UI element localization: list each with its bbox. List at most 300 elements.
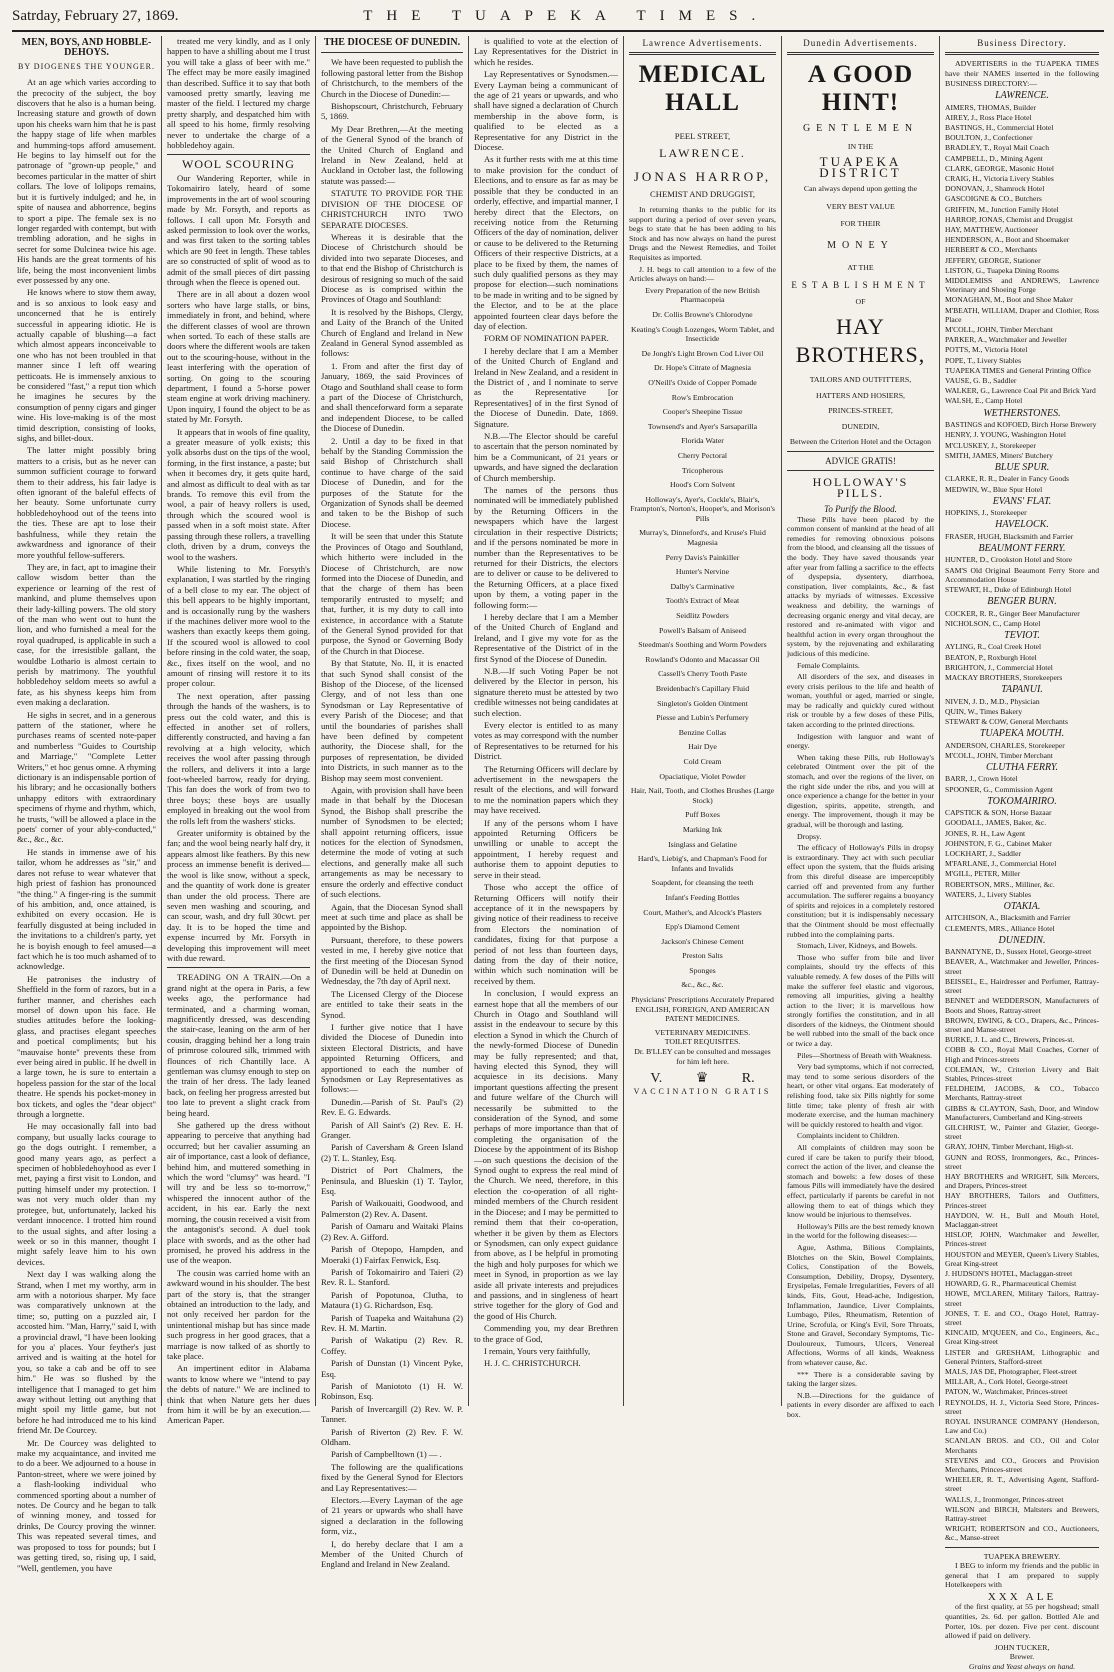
list-item: Townsend's and Ayer's Sarsaparilla	[647, 421, 758, 431]
directory-entry: DONOVAN, J., Shamrock Hotel	[945, 184, 1045, 194]
paragraph: It will be seen that under this Statute the Provinces of Otago and Southland, which hitherto were included in the Diocese of Christchurch, are now formed into the Diocese of Dunedin, and that the charge of them has been temporarily entrusted to myself; and that, further, it is my duty to call into existence, in accordance with a Statute of the General Synod provided for that purpose, the Synod or Governing Body of the Church in that Diocese.	[321, 531, 463, 656]
directory-entry: AYLING, R., Coal Creek Hotel	[945, 642, 1042, 652]
directory-entry: M'CLUSKEY, J., Storekeeper	[945, 440, 1036, 450]
paragraph: At an age which varies according to the precocity of the subject, the boy discovers that he also is a human being. Increasing stature and growth of down upon his cheeks warn him that he is past the happy stage of life when marbles and humming-tops afford amusement. He begins to lay himself out for the patronage of "grown-up people," and becomes particular in the matter of shirt collars. The love of lolipops remains, but it is furtively indulged; and he, in spite of nausea and abhorrence, begins to sport a pipe. The female sex is no longer regarded with contempt, but with trembling adoration, and he sighs in secret for some Dulcinea twice his age. His hands are the great torments of his life, being the most inconvenient limbs ever possessed by any one.	[17, 77, 156, 285]
paragraph: There are in all about a dozen wool sorters who have large stalls, or bins, immediately in front, and behind, where the different classes of wool are thrown when sorted. To each of these stalls are doors where the different wools are taken out to the scouring-house, without in the least interfering with the operation of sorting. On going to the scouring department, I found a 5-horse power steam engine at work driving machinery. Upon inquiry, I found the object to be as stated by Mr. Forsyth.	[167, 289, 310, 425]
directory-entry: CLARKE, R. R., Dealer in Fancy Goods	[945, 474, 1070, 484]
ad-brewery-text: I BEG to inform my friends and the public in general that I am prepared to supply Hotelkeepers with	[945, 1561, 1099, 1590]
list-item: O'Neill's Oxide of Copper Pomade	[648, 377, 757, 387]
directory-entry: BARR, J., Crown Hotel	[945, 774, 1018, 784]
ad-purify: To Purify the Blood.	[824, 504, 897, 515]
ad-of: OF	[855, 297, 866, 307]
directory-entry: SMITH, JAMES, Miners' Butchery	[945, 450, 1053, 460]
directory-town: HAVELOCK.	[995, 519, 1049, 531]
directory-entry: GILCHRIST, W., Painter and Glazier, George-street	[945, 1122, 1099, 1142]
ad-toilet: TOILET REQUISITES.	[664, 1037, 741, 1047]
paragraph: Parish of Oamaru and Waitaki Plains (2) Rev. A. Gifford.	[321, 1221, 463, 1242]
paragraph: Mr. De Courcey was delighted to make my acquaintance, and invited me to do a beer. We adjourned to a house in Panton-street, where we were joined by a flash-looking individual who commenced sporting about a number of notes. De Courcy and he began to talk of winning money, and tossed for drinks, De Courcy proving the winner. This was repeated several times, and was proposed to toss for pounds; but I was getting tired, so, rising up, I said, "Well, gentlemen, you have	[17, 1437, 156, 1573]
paragraph: I hereby declare that I am a Member of the United Church of England and Ireland, and I give my vote for as the Representative of the District of in the first Synod of the Diocese of Dunedin.	[474, 611, 618, 664]
paragraph: FORM OF NOMINATION PAPER.	[484, 333, 609, 344]
paragraph: It is resolved by the Bishops, Clergy, and Laity of the Branch of the United Church of England and Ireland in New Zealand in General Synod assembled as follows:	[321, 306, 463, 359]
section-header-dunedin: Dunedin Advertisements.	[803, 38, 918, 48]
paragraph: He patronises the industry of Sheffield in the form of razors, but in a further manner, and cherishes each morsel of down upon his face. He studies attitudes before the looking-glass, and practises elegant speeches and poetical compliments; but his "mauvaise honte" prevents these from ever being aired in public. If he dwell in a large town, he is sure to entertain a hopeless passion for the star of the local theatre. He spends his pocket-money in box tickets, and ogles the "dear object" through a lorgnette.	[17, 973, 156, 1120]
directory-entry: BASTINGS, H., Commercial Hotel	[945, 123, 1054, 132]
ad-trade: CHEMIST AND DRUGGIST,	[650, 188, 755, 199]
directory-sections	[945, 91, 1099, 1542]
directory-entry: ANDERSON, CHARLES, Storekeeper	[945, 740, 1065, 750]
paragraph: Parish of Otepopo, Hampden, and Moeraki (1) Fairfax Fenwick, Esq.	[321, 1244, 463, 1265]
directory-intro: ADVERTISERS in the TUAPEKA TIMES have their NAMES inserted in the following BUSINESS DIRECTORY:—	[945, 59, 1099, 88]
directory-entry: HARROP, JONAS, Chemist and Druggist	[945, 214, 1073, 224]
directory-entry: COCKER, R. R., Ginger Beer Manufacturer	[945, 608, 1080, 618]
ad-brewery-signer: JOHN TUCKER,	[994, 1642, 1050, 1652]
paragraph: Bishopscourt, Christchurch, February 5, 1869.	[321, 101, 463, 122]
paragraph: Parish of Caversham & Green Island (2) T. L. Stanley, Esq.	[321, 1142, 463, 1163]
column-3	[316, 36, 469, 1570]
list-item: Sponges	[689, 965, 716, 975]
directory-entry: STEWART, H., Duke of Edinburgh Hotel	[945, 584, 1072, 594]
list-item: Hair, Nail, Tooth, and Clothes Brushes (Large Stock)	[630, 786, 775, 805]
section-header-directory: Business Directory.	[977, 38, 1067, 48]
directory-town: DUNEDIN.	[998, 934, 1046, 946]
paragraph: is qualified to vote at the election of Lay Representatives for the District in which he resides.	[474, 36, 618, 67]
directory-entry: GASCOIGNE & CO., Butchers	[945, 194, 1042, 204]
list-item: Murray's, Dinneford's, and Kruse's Fluid Magnesia	[639, 528, 766, 548]
paragraph: Lay Representatives or Synodsmen.—Every Layman being a communicant of the age of 21 years or upwards, and who shall have signed a declaration of Church membership in the above form, is qualified to be elected as a Representative for any District in the Diocese.	[474, 69, 618, 153]
paragraph: Parish of All Saint's (2) Rev. E. H. Granger.	[321, 1119, 463, 1141]
paragraph: By that Statute, No. II, it is enacted that such Synod shall consist of the Bishop of the Diocese, of the licensed Clergy, and of not less than one Synodsman or Lay Representative of every Parish of the Diocese; and that until the boundaries of parishes shall have been defined by competent authority, the Diocese shall, for the purposes of representation, be divided into Districts, in such manner as to the Bishop may seem most convenient.	[321, 658, 463, 783]
ad-dunedin: DUNEDIN,	[841, 421, 880, 431]
directory-entry: HOPKINS, J., Storekeeper	[945, 508, 1027, 518]
list-item: Rowland's Odonto and Macassar Oil	[645, 654, 760, 664]
directory-entry: HENRY, J. YOUNG, Washington Hotel	[945, 430, 1066, 440]
paragraph: In conclusion, I would express an earnest hope that all the members of our Church in Otago and Southland will assist in the endeavour to secure by this election a Synod in which the Church of the newly-formed Diocese of Dunedin may be fully represented; and that, having elected this Synod, they will acquiesce in its decisions. Many important questions affecting the present and future welfare of the Church will necessarily be submitted to the consideration of the Synod, and some perhaps of more importance than that of completing the organisation of the Diocese by the appointment of its Bishop—on such questions the decision of the Synod ought to express the real mind of the Church. We need, therefore, in this election the co-operation of all right-minded members of the Church resident in the Diocese; and I may be permitted to remind them that their co-operation, whether it be given by them as Electors or Synodsmen, can only expect guidance from above, as I be helpful in promoting the high and holy purposes for which we meet in Synod, in proportion as we lay aside all private interests and prejudices and passions, and in singleness of heart strive together for the glory of God and the good of His Church.	[474, 988, 618, 1321]
ad-holloway-title: HOLLOWAY'S PILLS.	[812, 475, 909, 500]
directory-entry: HENDERSON, A., Boot and Shoemaker	[945, 235, 1070, 245]
list-item: Florida Water	[681, 436, 724, 446]
directory-town: TEVIOT.	[1004, 629, 1040, 641]
list-item: Powell's Balsam of Aniseed	[659, 625, 746, 635]
paragraph: Again, that the Diocesan Synod shall meet at such time and place as shall be appointed by the Bishop.	[321, 901, 463, 933]
directory-entry: BASTINGS and KOFOED, Birch Horse Brewery	[945, 420, 1097, 430]
ad-prescriptions: Physicians' Prescriptions Accurately Prepared	[631, 995, 774, 1005]
directory-town: LAWRENCE.	[995, 90, 1049, 102]
list-item: Cassell's Cherry Tooth Paste	[658, 669, 747, 679]
columns	[12, 36, 1104, 1672]
directory-town: EVANS' FLAT.	[992, 495, 1052, 507]
paragraph: My Dear Brethren,—At the meeting of the General Synod of the branch of the United Church of England and Ireland in New Zealand, held at Auckland in October last, the following statute was passed:—	[321, 123, 463, 186]
directory-entry: BENNET and WEDDERSON, Manufacturers of Boots and Shoes, Rattray-street	[945, 996, 1099, 1015]
directory-entry: CAMPBELL, D., Mining Agent	[945, 153, 1043, 163]
paragraph: The Licensed Clergy of the Diocese are entitled to take their seats in the Synod.	[321, 988, 463, 1020]
list-item: Piesse and Lubin's Perfumery	[656, 713, 749, 723]
article-body-hobbledehoys	[17, 77, 156, 1573]
directory-entry: NICHOLSON, C., Camp Hotel	[945, 618, 1041, 628]
list-item: Opaciatique, Violet Powder	[659, 771, 746, 781]
ad-street: PEEL STREET,	[674, 131, 731, 142]
paragraph: The cousin was carried home with an awkward wound in his shoulder. The best part of the story is, that the stranger obtained an introduction to the lady, and not only received her pardon for the unintentional mishap but has since made such progress in her good graces, that a marriage is now talked of as shortly to take place.	[167, 1267, 310, 1361]
directory-entry: CLARK, GEORGE, Masonic Hotel	[945, 163, 1055, 173]
paragraph: The latter might possibly bring matters to a crisis, but as he never can summon sufficient courage to forward them to their address, his fair ladye is often ignorant of the baleful effects of her beauty. Some unfortunate curry hobbledehoyhood out of the teens into the ties. These are apt to lose their bashfulness, while they retain the awkwardness and ignorance of their more youthful fellow-sufferers.	[17, 445, 156, 560]
paragraph: Dunedin.—Parish of St. Paul's (2) Rev. E. G. Edwards.	[321, 1096, 463, 1118]
list-item: Preston Salts	[682, 951, 723, 961]
directory-town: BEAUMONT FERRY.	[978, 542, 1066, 554]
list-item: &c., &c., &c.	[681, 980, 724, 990]
directory-entry: HAY, MATTHEW, Auctioneer	[945, 225, 1038, 235]
list-item: Holloway's, Ayer's, Cockle's, Blair's, Frampton's, Norton's, Hooper's, and Morison's Pills	[630, 494, 775, 523]
directory-entry: JONES, T. E. and CO., Otago Hotel, Rattray-street	[945, 1308, 1099, 1327]
ad-patent-medicines: ENGLISH, FOREIGN, AND AMERICAN PATENT MEDICINES.	[635, 1004, 770, 1024]
paragraph: treated me very kindly, and as I only happen to have a shilling about me I trust you will take a glass of beer with me." The effect may be more easily imagined than described. Suffice it to say that both vamoosed pretty smartly, leaving me master of the field. I lectured my charge pretty sharply, and despatched him with all speed to his home, firmly resolving never to undertake the charge of a hobbledehoy again.	[167, 36, 310, 151]
byline: BY DIOGENES THE YOUNGER.	[17, 61, 156, 71]
paragraph: Parish of Maniototo (1) H. W. Robinson, Esq.	[321, 1380, 463, 1402]
ad-brewery-text-2: of the first quality, at 55 per hogshead; small quantities, 2s. 6d. per gallon. Bottled Ale and Porter, 10s. per dozen. Five per cent. discount allowed if paid on delivery.	[945, 1602, 1099, 1641]
paragraph: These Pills have been placed by the common consent of mankind at the head of all remedies for removing obnoxious poisons from the blood, and cleansing all the tissues of the body. They have saved thousands year after year from falling a sacrifice to the effects of dyspepsia, dysentery, diarrhoea, constipation, liver complaints, &c., & fast attacks by myriads of witnesses. Excessive weakness and debility, the warnings of decreasing organic energy and vital decay, are restored and re-animated with vigor and healthful action in every organ throughout the system, by the rejuvenating and exhilarating judicious of this medicine.	[787, 514, 934, 658]
ad-vaccination: VACCINATION GRATIS	[633, 1086, 772, 1096]
paragraph: We have been requested to publish the following pastoral letter from the Bishop of Christchurch, to the members of the Church in the Diocese of Dunedin:—	[321, 57, 463, 99]
ad-hay-brothers: HAY BROTHERS,	[795, 314, 926, 367]
column-6	[782, 36, 940, 1420]
list-item: Marking Ink	[682, 824, 723, 834]
article-title-wool-scouring: WOOL SCOURING	[182, 157, 295, 172]
directory-entry: BANNATYNE, D., Sussex Hotel, George-street	[945, 947, 1092, 957]
directory-entry: SAM'S Old Original Beaumont Ferry Store and Accommodation House	[945, 565, 1099, 584]
paragraph: Parish of Dunstan (1) Vincent Pyke, Esq.	[321, 1358, 463, 1379]
list-item: Tooth's Extract of Meat	[665, 596, 740, 606]
ad-line-1: Can always depend upon getting the	[803, 184, 918, 194]
paragraph: He sighs in secret, and in a generous pattern of the stationer, where he purchases reams of scented note-paper and numberless "Guides to Courtship and Marriage," "Complete Letter Writers," et hoc genus omne. A rhyming dictionary is an indispensable portion of his library; and he occasionally bothers unhappy editors with extraordinary specimens of rhyme and rhythm, which, he trusts, "will be allowed a place in the poets' corner of your ably-conducted," &c., &c., &c.	[17, 709, 156, 845]
paragraph: Those who suffer from bile and liver complaints, should try the effects of this valuable remedy. A few doses of the Pills will make the sufferer feel elastic and vigorous, removing all impurities, giving a healthy action to the liver; it is marvellous how strongly fortifies the constitution, and in all disorders of the kidneys, the Ointment should be well rubbed into the small of the back once or twice a day.	[787, 952, 934, 1049]
ad-brewery-title: TUAPEKA BREWERY.	[983, 1551, 1061, 1561]
paragraph: While listening to Mr. Forsyth's explanation, I was startled by the ringing of a bell close to my ear. The object of this bell appears to be highly important, and is occasionally rung by the washers if the machines deliver more wool to the washers than exactly keeps them going. If the scoured wool is allowed to cool before rinsing in the cold water, the soap, &c., fixes itself on the wool, and no amount of rinsing will restore it to its proper colour.	[167, 563, 310, 689]
directory-entry: REYNOLDS, H. J., Victoria Seed Store, Princes-street	[945, 1397, 1099, 1416]
directory-entry: HISLOP, JOHN, Watchmaker and Jeweller, Princes-street	[945, 1230, 1099, 1249]
ad-veterinary: VETERINARY MEDICINES.	[654, 1027, 751, 1037]
paragraph: He knows where to stow them away, and is so anxious to look easy and unconcerned that he is entirely successful in appearing idiotic. He is actually capable of blushing—a fact which almost appears inconceivable to one who has not been troubled in that manner since I left off wearing petticoats. He is immensely anxious to be considered "fast," a reput tion which he imagines he secures by the consumption of penny cigars and ginger wine. His love-making is of the most timid description, consisting of looks, sighs, and billet-doux.	[17, 287, 156, 444]
paragraph: H. J. C. CHRISTCHURCH.	[484, 1358, 581, 1369]
paragraph: The next operation, after passing through the hands of the washers, is to press out the cold water, and this is effected in another set of rollers, differently constructed, and having a fan revolving at a high velocity, which receives the wool after passing through the rollers, and delivers it into a large foot-wheeled barrow, ready for drying. This fan does the work of from two to three boys; these boys are usually employed in breaking out the wool from the rolls left from the washers' sticks.	[167, 690, 310, 826]
directory-entry: WALSH, E., Camp Hotel	[945, 396, 1023, 406]
paragraph: Pursuant, therefore, to these powers vested in me, I hereby give notice that the first meeting of the Diocesan Synod of Dunedin will be held at Dunedin on Wednesday, the 7th day of April next.	[321, 934, 463, 987]
directory-entry: HOUSTON and MEYER, Queen's Livery Stables, Great King-street	[945, 1249, 1099, 1268]
paragraph: 1. From and after the first day of January, 1869, the said Provinces of Otago and Southland shall cease to form a part of the Diocese of Christchurch, and shall thenceforward form a separate and independent Diocese, to be called the Diocese of Dunedin.	[321, 360, 463, 434]
directory-entry: MONAGHAN, M., Boot and Shoe Maker	[945, 295, 1073, 305]
article-title-diocese: THE DIOCESE OF DUNEDIN.	[323, 37, 461, 48]
ad-tailors: TAILORS AND OUTFITTERS,	[809, 375, 912, 384]
directory-town: BENGER BURN.	[987, 596, 1057, 608]
paragraph: She gathered up the dress without appearing to perceive that anything had occurred; but her cavalier assuming an air of importance, cast a look of defiance, behind him, and muttered something in which the word "clumsy" was heard. "I will try and be less so to-morrow," whispered the innocent author of the accident, in his ear. Early the next morning, the cousin received a visit from the antagonist's second. A duel took place with swords, and as the other had promised, he proved his address in the use of the weapon.	[167, 1120, 310, 1266]
paragraph: District of Port Chalmers, the Peninsula, and Blueskin (1) T. Taylor, Esq.	[321, 1165, 463, 1197]
paragraph: When taking these Pills, rub Holloway's celebrated Ointment over the pit of the stomach, and over the regions of the liver, on the right side under the ribs, and you will at once experience a change for the better in your digestion, spirits, appetite, strength, and energy. The improvement, though it may be gradual, will be thorough and lasting.	[787, 752, 934, 829]
list-item: Hard's, Liebig's, and Chapman's Food for Infants and Invalids	[637, 854, 768, 873]
list-item: De Jongh's Light Brown Cod Liver Oil	[641, 348, 764, 358]
directory-entry: M'FARLANE, J., Commercial Hotel	[945, 859, 1057, 869]
paragraph: N.B.—Directions for the guidance of patients in every disorder are affixed to each box.	[787, 1390, 934, 1420]
paragraph: Electors.—Every Layman of the age of 21 years or upwards who shall have signed a declaration in the following form, viz.,	[321, 1495, 463, 1537]
paragraph: All disorders of the sex, and diseases in every crisis perilous to the life and health of woman, youthful or aged, married or single, may be radically and quickly cured without risk or trouble by a few doses of these Pills, taken according to the printed directions.	[787, 672, 934, 730]
directory-entry: HAY BROTHERS and WRIGHT, Silk Mercers, and Drapers, Princes-street	[945, 1171, 1099, 1191]
directory-entry: JOHNSTON, F. G., Cabinet Maker	[945, 838, 1052, 848]
directory-entry: M'COLL, JOHN, Timber Merchant	[945, 750, 1053, 760]
directory-entry: WALKER, G., Lawrence Coal Pit and Brick Yard	[945, 386, 1096, 396]
paragraph: Ague, Asthma, Bilious Complaints, Blotches on the Skin, Bowel Complaints, Colics, Constipation of the Bowels, Consumption, Debility, Dropsy, Dysentery, Erysipelas, Female Irregularities, Fevers of all kinds, Fits, Gout, Head-ache, Indigestion, Inflammation, Jaundice, Liver Complaints, Lumbago, Piles, Rheumatism, Retention of Urine, Scrofula, or King's Evil, Sore Throats, Stone and Gravel, Secondary Symptoms, Tic-Douloureux, Tumours, Ulcers, Venereal Affections, Worms of all kinds, Weakness from whatever cause, &c.	[787, 1242, 934, 1368]
directory-entry: BOULTON, J., Confectioner	[945, 133, 1033, 143]
directory-entry: PATON, W., Watchmaker, Princes-street	[945, 1387, 1068, 1397]
paragraph: Female Complaints.	[797, 660, 860, 670]
column-1	[12, 36, 162, 1573]
list-item: Isinglass and Gelatine	[668, 839, 737, 849]
paragraph: *** There is a considerable saving by taking the larger sizes.	[787, 1369, 934, 1389]
directory-entry: MEDWIN, W., Blue Spur Hotel	[945, 484, 1043, 494]
list-item: Seidlitz Powders	[676, 611, 729, 621]
directory-entry: GIBBS & CLAYTON, Sash, Door, and Window Manufacturers, Cumberland and King-streets	[945, 1103, 1099, 1122]
ad-line-2: VERY BEST VALUE	[826, 201, 895, 211]
article-body-diocese	[321, 57, 463, 1569]
article-title-hobbledehoys: MEN, BOYS, AND HOBBLE-DEHOYS.	[21, 37, 152, 59]
paragraph: Parish of Invercargill (2) Rev. W. P. Tanner.	[321, 1403, 463, 1425]
directory-entry: HOWE, M'CLAREN, Military Tailors, Rattray-street	[945, 1289, 1099, 1308]
paragraph: Complaints incident to Children.	[797, 1131, 900, 1141]
directory-entry: WILSON and BIRCH, Maltsters and Brewers, Rattray-street	[945, 1504, 1099, 1524]
paragraph: The following are the qualifications fixed by the General Synod for Electors and Lay Representatives:—	[321, 1461, 463, 1493]
directory-entry: ROYAL INSURANCE COMPANY (Henderson, Law and Co.)	[945, 1417, 1099, 1436]
paragraph: N.B.—The Elector should be careful to ascertain that the person nominated by him be a Communicant, of 21 years or upwards, and have signed the declaration of Church membership.	[474, 431, 618, 483]
ad-grains: Grains and Yeast always on hand.	[968, 1662, 1076, 1672]
directory-entry: BRADLEY, T., Royal Mail Coach	[945, 143, 1049, 153]
paragraph: Very bad symptoms, which if not corrected, may tend to some serious disorders of the heart, or other vital organs. Eat moderately of relishing food, take six Pills nightly for some little time; take plenty of fresh air with moderate exercise, and the human machinery will be quickly restored to health and vigor.	[787, 1062, 934, 1129]
directory-entry: WRIGHT, ROBERTSON and CO., Auctioneers, &c., Manse-street	[945, 1524, 1099, 1543]
directory-entry: MIDDLEMISS and ANDREWS, Lawrence Veterinary and Shoeing Forge	[945, 276, 1099, 295]
directory-entry: KINCAID, M'QUEEN, and Co., Engineers, &c., Great King-street	[945, 1328, 1099, 1347]
paragraph: 2. Until a day to be fixed in that behalf by the Standing Commission the said Bishop of Christchurch shall continue to have charge of the said Diocese of Dunedin, and for the purposes of the Statute for the Organization of Synods shall be deemed and taken to be the Bishop of such Diocese.	[321, 435, 463, 529]
paragraph: Holloway's Pills are the best remedy known in the world for the following diseases:—	[787, 1221, 934, 1241]
directory-entry: SPOONER, G., Commission Agent	[945, 784, 1054, 794]
paragraph: The names of the persons thus nominated will be immediately published by the Returning Officers in the newspapers which have the largest circulation in their respective Districts; and if the persons nominated be more in number than the Representatives to be returned for their Districts, the electors are to deliver or cause to be delivered to the Returning Officers, at a place fixed upon by them, a voting paper in the following form:—	[474, 485, 618, 610]
list-item: Keating's Cough Lozenges, Worm Tablet, and Insecticide	[630, 324, 775, 344]
paragraph: Parish of Tuapeka and Waitahuna (2) Rev. H. M. Martin.	[321, 1312, 463, 1333]
directory-entry: CAPSTICK & SON, Horse Bazaar	[945, 808, 1052, 818]
list-item: Hair Dye	[688, 742, 717, 752]
directory-entry: VAUSE, G. B., Saddler	[945, 376, 1017, 386]
list-item: Court, Mather's, and Alcock's Plasters	[643, 907, 762, 917]
list-item: Dr. Hope's Citrate of Magnesia	[654, 363, 751, 373]
directory-entry: JONES, R. H., Law Agent	[945, 828, 1026, 838]
ad-district: TUAPEKA DISTRICT	[819, 154, 902, 180]
list-item: Cold Cream	[683, 756, 722, 766]
directory-entry: AITCHISON, A., Blacksmith and Farrier	[945, 913, 1071, 923]
paragraph: TREADING ON A TRAIN.—On a grand night at the opera in Paris, a few weeks ago, the performance had terminated, and a charming woman, magnificently dressed, was descending the stair-case, leaning on the arm of her cousin, dragging behind her a long train of primrose coloured silk, trimmed with flounces of rich Chantilly lace. A gentleman was clumsy enough to step on the train of her dress. The lady leaned back, on feeling her progress arrested but too late to prevent a slight crack from being heard.	[167, 972, 310, 1118]
royal-crest-icon: V. ♛ R.	[650, 1071, 755, 1087]
directory-entry: CLEMENTS, MRS., Alliance Hotel	[945, 923, 1055, 933]
ad-brewery-signer-place: Brewer.	[1009, 1652, 1035, 1662]
masthead	[12, 8, 1104, 32]
newspaper-title: THE TUAPEKA TIMES.	[363, 8, 770, 24]
directory-entry: CRAIG, H., Victoria Livery Stables	[945, 174, 1054, 184]
directory-entry: BURKE, J. L. and C., Brewers, Princes-st.	[945, 1035, 1075, 1045]
directory-entry: STEWART & COW, General Merchants	[945, 717, 1068, 726]
directory-entry: GOODALL, JAMES, Baker, &c.	[945, 818, 1047, 828]
directory-entry: FRASER, HUGH, Blacksmith and Farrier	[945, 531, 1074, 541]
paragraph: Indigestion with languor and want of energy.	[787, 731, 934, 751]
directory-town: OTAKIA.	[1003, 901, 1041, 913]
ad-medical-hall-title: MEDICAL HALL	[638, 61, 767, 117]
paragraph: STATUTE TO PROVIDE FOR THE DIVISION OF THE DIOCESE OF CHRISTCHURCH INTO TWO SEPARATE DIOCESES.	[321, 188, 463, 230]
paragraph: Commending you, my dear Brethren to the grace of God,	[474, 1323, 618, 1344]
ad-hatters: HATTERS AND HOSIERS,	[815, 390, 906, 400]
directory-entry: LISTER and GRESHAM, Lithographic and General Printers, Stafford-street	[945, 1347, 1099, 1366]
directory-entry: HUNTER, D., Crookston Hotel and Store	[945, 555, 1072, 565]
directory-entry: J. HUDSON'S HOTEL, Maclaggan-street	[945, 1268, 1073, 1278]
paragraph: Parish of Riverton (2) Rev. F. W. Oldham.	[321, 1426, 463, 1447]
ad-princes-street: PRINCES-STREET,	[828, 406, 893, 416]
directory-entry: M'COLL, JOHN, Timber Merchant	[945, 325, 1053, 335]
paragraph: If any of the persons whom I have appointed Returning Officers be unwilling or unable to accept the appointment, I hereby request and authorise them to appoint deputies to serve in their stead.	[474, 817, 618, 880]
paragraph: Every elector is entitled to as many votes as may correspond with the number of Representatives to be returned for his District.	[474, 720, 618, 762]
paragraph: I, do hereby declare that I am a Member of the United Church of England and Ireland in New Zealand.	[321, 1538, 463, 1570]
paragraph: I further give notice that I have divided the Diocese of Dunedin into sixteen Electoral Districts, and have appointed Returning Officers, and apportioned to each the number of Synodsmen or Lay Representatives as follows:—	[321, 1021, 463, 1095]
ad-gentlemen: GENTLEMEN	[802, 123, 919, 135]
column-5	[624, 36, 782, 1406]
paragraph: Again, with provision shall have been made in that behalf by the Diocesan Synod, the Bishop shall prescribe the number of Synodsmen to be elected; shall appoint returning officers, issue notices for the election of Synodsmen, determine the mode of voting at such elections, and generally make all such arrangements as may be necessary to ensure the orderly and effective conduct of such elections.	[321, 785, 463, 900]
directory-entry: COLEMAN, W., Criterion Livery and Bait Stables, Princes-street	[945, 1064, 1099, 1083]
list-item: Dalby's Carminative	[670, 581, 735, 591]
list-item: Benzine Collas	[678, 727, 727, 737]
directory-town: CLUTHA FERRY.	[985, 762, 1059, 774]
directory-entry: GRAY, JOHN, Timber Merchant, High-st.	[945, 1142, 1074, 1152]
directory-entry: ROBERTSON, MRS., Milliner, &c.	[945, 879, 1055, 889]
directory-town: WETHERSTONES.	[983, 407, 1061, 419]
directory-entry: M'BEATH, WILLIAM, Draper and Clothier, Ross Place	[945, 305, 1099, 324]
directory-entry: MACKAY BROTHERS, Storekeepers	[945, 672, 1063, 682]
directory-entry: POTTS, M., Victoria Hotel	[945, 345, 1028, 355]
paragraph: I hereby declare that I am a Member of the United Church of England and Ireland in New Zealand, and a resident in the District of , and I nominate to serve as the Representative [or Representatives] of in the first Synod of the Diocese of Dunedin. Date, 1869. Signature.	[474, 345, 618, 429]
ad-advice-gratis: ADVICE GRATIS!	[825, 455, 896, 466]
list-item: Every Preparation of the new British Pharmacopeia	[645, 285, 760, 305]
directory-town: TUAPEKA MOUTH.	[979, 728, 1065, 740]
ad-item-list	[629, 286, 776, 990]
list-item: Infant's Feeding Bottles	[665, 892, 740, 902]
paragraph: Parish of Campbelltown (1) — .	[331, 1449, 442, 1460]
directory-entry: POPE, T., Livery Stables	[945, 355, 1022, 365]
ad-money: MONEY	[827, 240, 894, 251]
section-header-lawrence: Lawrence Advertisements.	[642, 38, 763, 48]
ad-at-the: AT THE	[847, 263, 874, 273]
directory-entry: MILLAR, A., Cork Hotel, George-street	[945, 1377, 1068, 1387]
ad-proprietor: JONAS HARROP,	[633, 169, 772, 185]
paragraph: Whereas it is desirable that the Diocese of Christchurch should be divided into two separate Dioceses, and to that end the Bishop of Christchurch is desirous of resigning so much of the said Diocese as is comprised within the Provinces of Otago and Southland:	[321, 231, 463, 305]
ad-holloway-body	[787, 515, 934, 1420]
directory-entry: LISTON, G., Tuapeka Dining Rooms	[945, 265, 1059, 275]
list-item: Soapdent, for cleansing the teeth	[651, 878, 754, 888]
directory-entry: MALS, JAS DE, Photographer, Fleet-street	[945, 1367, 1077, 1377]
directory-entry: WALLS, J., Ironmonger, Princes-street	[945, 1494, 1064, 1504]
directory-entry: COBB & CO., Royal Mail Coaches, Corner of High and Princes-streets	[945, 1045, 1099, 1064]
list-item: Cooper's Sheepine Tissue	[662, 407, 743, 417]
paragraph: Parish of Tokomairiro and Taieri (2) Rev. R. L. Stanford.	[321, 1266, 463, 1288]
paragraph: They are, in fact, apt to imagine their callow wisdom better than the experience or learning of the rest of mankind, and plume themselves upon their lady-killing powers. The old story of the man who went out to hunt the lion, and who furnished a meal for the royal quadruped, is applicable in such a case, for the irresistible gallant, the wouldbe Lothario is almost certain to perish by matrimony. The youthful hobbledehoy seldom meets so awful a fate, as his shyness keeps him from even making a declaration.	[17, 561, 156, 708]
directory-entry: GUNN and ROSS, Ironmongers, &c., Princes-street	[945, 1152, 1099, 1171]
list-item: Perry Davis's Painkiller	[665, 552, 740, 562]
paragraph: Parish of Waikouaiti, Goodwood, and Palmerston (2) Rev. A. Dasent.	[321, 1198, 463, 1219]
directory-entry: NIVEN, J. D., M.D., Physician	[945, 696, 1040, 706]
directory-town: TAPANUI.	[1001, 684, 1043, 696]
directory-town: BLUE SPUR.	[994, 461, 1050, 473]
directory-town: TOKOMAIRIRO.	[987, 795, 1057, 807]
directory-entry: HOWARD, G. R., Pharmaceutical Chemist	[945, 1279, 1077, 1289]
list-item: Singleton's Golden Ointment	[657, 698, 748, 708]
list-item: Jackson's Chinese Cement	[661, 936, 744, 946]
paragraph: Dropsy.	[797, 831, 822, 841]
directory-entry: GRIFFIN, M., Junction Family Hotel	[945, 204, 1059, 214]
directory-entry: AIREY, J., Ross Place Hotel	[945, 112, 1032, 122]
directory-entry: JEFFERY, GEORGE, Stationer	[945, 255, 1041, 265]
paragraph: Stomach, Liver, Kidneys, and Bowels.	[797, 941, 918, 951]
article-body-diocese-continued	[474, 36, 618, 1369]
ad-between: Between the Criterion Hotel and the Octagon	[789, 437, 932, 447]
list-item: Epp's Diamond Cement	[665, 922, 740, 932]
directory-entry: AIMERS, THOMAS, Builder	[945, 102, 1036, 112]
directory-entry: WHEELER, R. T., Advertising Agent, Stafford-street	[945, 1475, 1099, 1494]
directory-entry: SCANLAN BROS. and CO., Oil and Color Merchants	[945, 1436, 1099, 1455]
ad-note: Dr. B'LLEY can be consulted and messages for him left here.	[634, 1047, 771, 1066]
paragraph: Next day I was walking along the Strand, when I met my worthy, arm in arm with a notorious sharper. My face was comparatively unknown at the time; so, putting on a puzzled air, I accosted him. "Man, Harry," said I, with a provincial drawl, "I have been looking for you a' places. Your feyther's just arrived and is waiting at the hotel for you, so take a cab and be off to see him." He was so flushed by the intelligence that I managed to get him away without letting out anything that might spoil my little game, but not before he had introduced me to his kind friend Mr. De Courcey.	[17, 1269, 156, 1436]
ad-town: LAWRENCE.	[659, 145, 746, 160]
paragraph: I remain, Yours very faithfully,	[484, 1345, 591, 1356]
list-item: Dr. Collis Browne's Chlorodyne	[652, 309, 753, 319]
directory-entry: STEVENS and CO., Grocers and Provision Merchants, Princes-street	[945, 1455, 1099, 1475]
ad-intro-2: J. H. begs to call attention to a few of the Articles always on hand:—	[629, 264, 776, 284]
directory-entry: FELDHEIM, JACOBS, & CO., Tobacco Merchants, Rattray-street	[945, 1084, 1099, 1103]
paragraph: As it further rests with me at this time to make provision for the conduct of Elections, and to ensure as far as may be possible that they be conducted in an orderly, effective, and impartial manner, I hereby direct that the Electors, on receiving notice from the Returning Officers of the day of nomination, deliver or cause to be delivered to the Returning Officers of their respective Districts, at a place to be fixed by them, the names of such duly qualified persons as they may propose for election—such nominations to be made in writing and to be signed by the Elector, and to be at the place appointed fourteen clear days before the day of election.	[474, 154, 618, 331]
ad-in-the: IN THE	[847, 141, 874, 151]
paragraph: Parish of Popotunoa, Clutha, to Mataura (1) G. Richardson, Esq.	[321, 1289, 463, 1311]
directory-entry: LOCKHART, J., Saddler	[945, 849, 1021, 859]
column-4	[469, 36, 624, 1406]
list-item: Hunter's Nervine	[675, 567, 730, 577]
list-item: Row's Embrocation	[671, 392, 734, 402]
list-item: Tricopherous	[681, 465, 724, 475]
directory-entry: BROWN, EWING, & CO., Drapers, &c., Princes-street and Manse-street	[945, 1015, 1099, 1034]
ad-xxx-ale: XXX ALE	[987, 1591, 1057, 1604]
list-item: Steedman's Soothing and Worm Powders	[638, 640, 767, 650]
ad-good-hint-title: A GOOD HINT!	[807, 61, 914, 117]
column-2	[162, 36, 316, 1426]
paragraph: Those who accept the office of Returning Officers will notify their acceptance of it in the newspapers by giving notice of their readiness to receive from Electors the nomination of candidates, fixing for that purpose a period of not less than fourteen days, dating from the day of their notice, within which such nomination will be received by them.	[474, 882, 618, 986]
column-7	[940, 36, 1104, 1672]
directory-entry: BEISSEL, E., Hairdresser and Perfumer, Rattray-street	[945, 976, 1099, 996]
article-continuation	[167, 36, 310, 150]
paragraph: It appears that in wools of fine quality, a greater measure of yolk exists; this yolk absorbs dust on the tips of the wool, forming, in the first instance, a paste; but when it becomes dry, it gets quite hard, and almost as difficult to deal with as tar brands. To remove this evil from the wool, a pair of heavy rollers is used, through which the scoured wool is passed when in a soft moist state. After passing through these rollers, a travelling cloth, driven by a drum, conveys the wool to the washers.	[167, 426, 310, 562]
issue-date: Satrday, February 27, 1869.	[12, 8, 179, 24]
directory-entry: HERBERT & CO., Merchants	[945, 245, 1037, 255]
paragraph: Greater uniformity is obtained by the fan; and the wool being nearly half dry, it appears almost like feathers. By this new process an immense benefit is derived—the wool is like snow, without a speck, and the quantity of work done is greater than under the old process. There are seven men washing and scouring, and can scour, wash, and dry full 30cwt. per day. It is to be hoped the time and expense incurred by Mr. Forsyth in developing this improvement will meet with due reward.	[167, 828, 310, 963]
ad-intro: In returning thanks to the public for its support during a period of over seven years, begs to state that he has been adding to his Stock and has now always on hand the purest Drugs and the Newest Remedies, and Toilet Requisites as imported.	[629, 205, 776, 262]
paragraph: The Returning Officers will declare by advertisement in the newspapers the result of the elections, and will forward to me the nomination papers which they may have received.	[474, 763, 618, 816]
ad-establishment: ESTABLISHMENT	[791, 280, 930, 290]
directory-entry: WATERS, J., Livery Stables	[945, 889, 1032, 899]
ad-line-3: FOR THEIR	[840, 219, 881, 229]
list-item: Puff Boxes	[685, 810, 720, 820]
directory-entry: BEAVER, A., Watchmaker and Jeweller, Princes-street	[945, 957, 1099, 976]
paragraph: N.B.—If such Voting Paper be not delivered by the Elector in person, his signature thereto must be attested by two credible witnesses not being candidates at such election.	[474, 665, 618, 718]
directory-entry: M'GILL, PETER, Miller	[945, 869, 1021, 879]
paragraph: Parish of Wakatipu (2) Rev. R. Coffey.	[321, 1335, 463, 1356]
list-item: Cherry Pectoral	[677, 450, 728, 460]
paragraph: He stands in immense awe of his tailor, whom he addresses as "sir," and dares not refuse to wear whatever that high priest of fashion has pronounced "the thing." A finger-ring is the summit of his ambition, and, once attained, is exhibited on every occasion. He is fearfully disgusted at being included in the invitations to a children's party, yet he is boyish enough to feel amused—a fact which he is too much ashamed of to acknowledge.	[17, 846, 156, 972]
paragraph: All complaints of children may soon be cured if care be taken to purify their blood, correct the action of the liver, and cleanse the stomach and bowels: a few doses of these famous Pills will immediately have the desired effect, particularly if parents be careful in not allowing them to eat of things which they know would be injurious to themselves.	[787, 1143, 934, 1220]
directory-entry: HAYDON, W. H., Bull and Mouth Hotel, Maclaggan-street	[945, 1210, 1099, 1229]
list-item: Breidenbach's Capillary Fluid	[655, 684, 750, 693]
